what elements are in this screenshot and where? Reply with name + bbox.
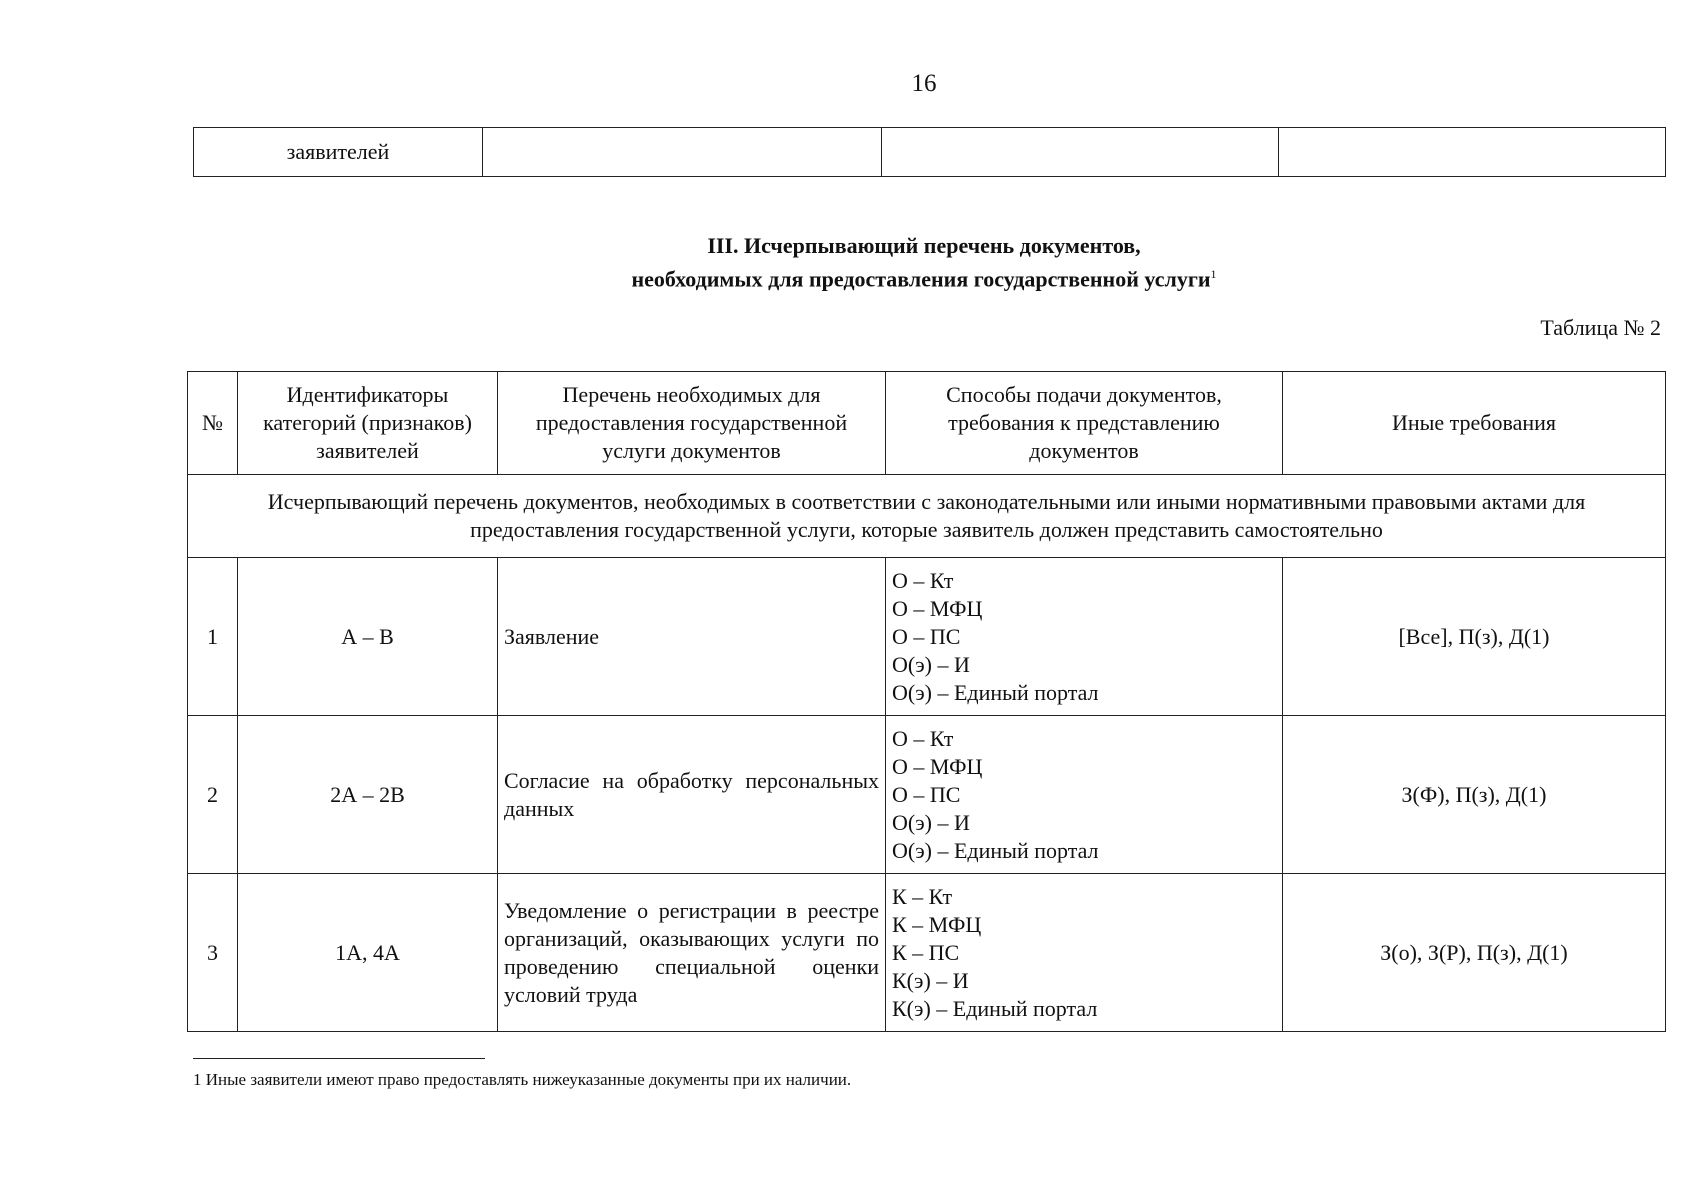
footnote-reference: 1: [1210, 267, 1217, 281]
submission-methods: [886, 716, 1283, 874]
banner-cell: Исчерпывающий перечень документов, необходимых в соответствии с законодательными или иными нормативными правовыми актами для предоставления государственной услуги, которые заявитель должен представить самостоятельно: [188, 475, 1666, 558]
document-name: Согласие на обработку персональных данных: [498, 716, 886, 874]
section-heading-line-1: III. Исчерпывающий перечень документов,: [707, 233, 1141, 258]
table-cell: [483, 128, 882, 177]
method-item: К – МФЦ: [892, 911, 982, 937]
table-label: Таблица № 2: [1540, 315, 1661, 340]
header-document-list: Перечень необходимых для предоставления государственной услуги документов: [498, 372, 886, 475]
submission-methods: [886, 874, 1283, 1032]
section-heading-text: необходимых для предоставления государственной услуги: [631, 266, 1211, 292]
row-number: 1: [188, 558, 238, 716]
method-item: О – ПС: [892, 623, 961, 649]
table-header-row: [188, 372, 1666, 475]
method-item: О(э) – Единый портал: [892, 837, 1099, 863]
table-row: [188, 558, 1666, 716]
other-requirements: [Все], П(з), Д(1): [1283, 558, 1666, 716]
method-item: О – МФЦ: [892, 753, 983, 779]
table-row: [188, 874, 1666, 1032]
footnote: 1 Иные заявители имеют право предоставлять нижеуказанные документы при их наличии.: [193, 1070, 852, 1089]
section-heading-line-2: [0, 260, 1683, 293]
row-number: 3: [188, 874, 238, 1032]
documents-table: [187, 371, 1666, 1032]
table-row: [194, 128, 1666, 177]
method-item: О – Кт: [892, 725, 954, 751]
method-item: О – МФЦ: [892, 595, 983, 621]
header-number: №: [188, 372, 238, 475]
header-submission-methods: Способы подачи документов, требования к представлению документов: [886, 372, 1283, 475]
method-item: К – Кт: [892, 883, 953, 909]
continued-table: [193, 127, 1666, 177]
document-name: Уведомление о регистрации в реестре организаций, оказывающих услуги по проведению специальной оценки условий труда: [498, 874, 886, 1032]
header-other-requirements: Иные требования: [1283, 372, 1666, 475]
section-heading: [0, 232, 1683, 293]
submission-methods: [886, 558, 1283, 716]
header-applicant-categories: Идентификаторы категорий (признаков) заявителей: [238, 372, 498, 475]
applicant-ids: 1А, 4А: [238, 874, 498, 1032]
row-number: 2: [188, 716, 238, 874]
method-item: О(э) – И: [892, 651, 970, 677]
method-item: К(э) – Единый портал: [892, 995, 1098, 1021]
other-requirements: З(Ф), П(з), Д(1): [1283, 716, 1666, 874]
table-cell: [882, 128, 1279, 177]
method-item: О(э) – И: [892, 809, 970, 835]
method-item: О – ПС: [892, 781, 961, 807]
footnote-divider: [193, 1058, 485, 1059]
other-requirements: З(о), З(Р), П(з), Д(1): [1283, 874, 1666, 1032]
applicant-ids: А – В: [238, 558, 498, 716]
method-item: О – Кт: [892, 567, 954, 593]
table-cell: заявителей: [194, 128, 483, 177]
table-banner-row: [188, 475, 1666, 558]
table-cell: [1279, 128, 1666, 177]
page-number: 16: [911, 70, 937, 97]
table-row: [188, 716, 1666, 874]
applicant-ids: 2А – 2В: [238, 716, 498, 874]
document-name: Заявление: [498, 558, 886, 716]
method-item: О(э) – Единый портал: [892, 679, 1099, 705]
method-item: К(э) – И: [892, 967, 969, 993]
method-item: К – ПС: [892, 939, 960, 965]
